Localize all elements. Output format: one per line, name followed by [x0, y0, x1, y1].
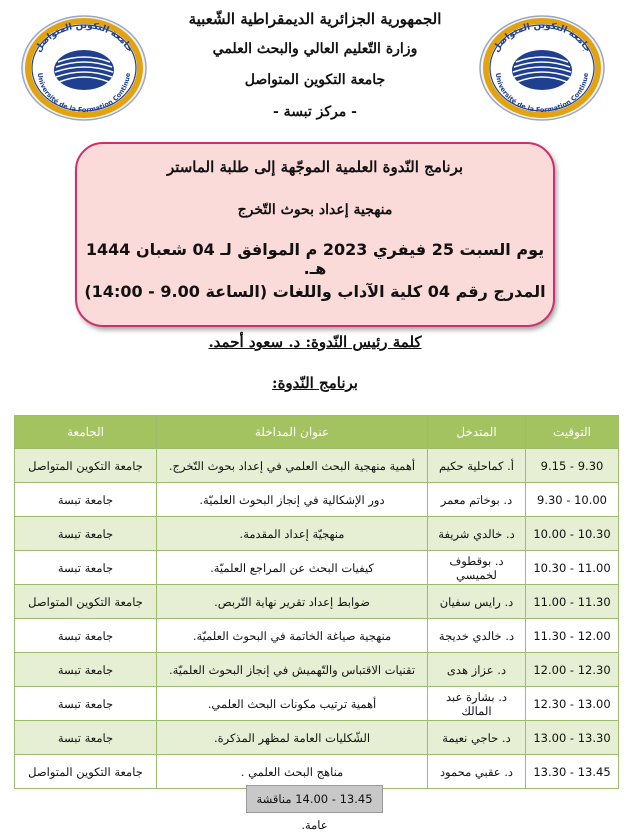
cell-speaker: د. بوقطوف لخميسي: [428, 551, 526, 585]
table-row: [15, 619, 619, 653]
table-row: [15, 585, 619, 619]
cell-university: جامعة التكوين المتواصل: [15, 755, 157, 789]
cell-university: جامعة تبسة: [15, 653, 157, 687]
cell-speaker: د. رايس سفيان: [428, 585, 526, 619]
cell-time: 10.00 - 10.30: [526, 517, 619, 551]
cell-topic: أهمية منهجية البحث العلمي في إعداد بحوث التّخرج.: [157, 449, 428, 483]
table-row: [15, 483, 619, 517]
cell-speaker: أ. كماحلية حكيم: [428, 449, 526, 483]
event-title: برنامج النّدوة العلمية الموجّهة إلى طلبة الماستر: [166, 158, 464, 176]
table-row: [15, 755, 619, 789]
cell-speaker: د. خالدي خديجة: [428, 619, 526, 653]
event-info-box: [75, 142, 555, 327]
cell-university: جامعة تبسة: [15, 687, 157, 721]
cell-topic: كيفيات البحث عن المراجع العلميّة.: [157, 551, 428, 585]
header-speaker: المتدخل: [428, 416, 526, 449]
header-time: التوقيت: [526, 416, 619, 449]
cell-time: 13.00 - 13.30: [526, 721, 619, 755]
university-logo-left: [20, 14, 148, 122]
logo-arabic-arc: جامعة التكوين المتواصل: [33, 20, 135, 55]
cell-time: 11.00 - 11.30: [526, 585, 619, 619]
cell-topic: تقنيات الاقتباس والتّهميش في إنجاز البحوث العلميّة.: [157, 653, 428, 687]
cell-university: جامعة تبسة: [15, 551, 157, 585]
cell-university: جامعة تبسة: [15, 619, 157, 653]
cell-university: جامعة تبسة: [15, 721, 157, 755]
table-row: [15, 721, 619, 755]
discussion-time: 13.45 - 14.00: [295, 792, 373, 806]
cell-university: جامعة تبسة: [15, 483, 157, 517]
table-row: [15, 551, 619, 585]
header-center: - مركز تبسة -: [273, 104, 357, 120]
event-venue: المدرج رقم 04 كلية الآداب واللغات (الساعة 9.00 - 14:00): [84, 282, 546, 301]
cell-topic: ضوابط إعداد تقرير نهاية التّربص.: [157, 585, 428, 619]
header-ministry: وزارة التّعليم العالي والبحث العلمي: [212, 41, 418, 57]
university-logo-right: [478, 14, 606, 122]
cell-speaker: د. عزاز هدى: [428, 653, 526, 687]
cell-time: 9.15 - 9.30: [526, 449, 619, 483]
cell-university: جامعة التكوين المتواصل: [15, 449, 157, 483]
cell-university: جامعة تبسة: [15, 517, 157, 551]
logo-emblem-icon: [478, 14, 606, 122]
cell-time: 11.30 - 12.00: [526, 619, 619, 653]
table-row: [15, 449, 619, 483]
cell-university: جامعة التكوين المتواصل: [15, 585, 157, 619]
discussion-label: مناقشة عامة.: [256, 792, 328, 832]
cell-topic: الشّكليات العامة لمظهر المذكرة.: [157, 721, 428, 755]
cell-time: 9.30 - 10.00: [526, 483, 619, 517]
cell-topic: دور الإشكالية في إنجاز البحوث العلميّة.: [157, 483, 428, 517]
cell-speaker: د. خالدي شريفة: [428, 517, 526, 551]
cell-speaker: د. بشارة عبد المالك: [428, 687, 526, 721]
schedule-table: [14, 415, 619, 789]
event-date: يوم السبت 25 فيفري 2023 م الموافق لـ 04 شعبان 1444 هـ.: [85, 240, 545, 278]
table-row: [15, 653, 619, 687]
table-row: [15, 517, 619, 551]
cell-speaker: د. عقبي محمود: [428, 755, 526, 789]
header-topic: عنوان المداخلة: [157, 416, 428, 449]
header-republic: الجمهورية الجزائرية الديمقراطية الشّعبية: [188, 10, 442, 28]
header-university: الجامعة: [15, 416, 157, 449]
logo-french-arc: Université de la Formation Continue: [493, 72, 591, 115]
cell-time: 10.30 - 11.00: [526, 551, 619, 585]
cell-speaker: د. بوخاتم معمر: [428, 483, 526, 517]
cell-time: 13.30 - 13.45: [526, 755, 619, 789]
cell-topic: منهجية صياغة الخاتمة في البحوث العلميّة.: [157, 619, 428, 653]
logo-arabic-arc: جامعة التكوين المتواصل: [491, 20, 593, 55]
logo-emblem-icon: [20, 14, 148, 122]
cell-topic: مناهج البحث العلمي .: [157, 755, 428, 789]
opening-speech: كلمة رئيس النّدوة: د. سعود أحمد.: [208, 333, 422, 351]
cell-topic: منهجيّة إعداد المقدمة.: [157, 517, 428, 551]
event-subtitle: منهجية إعداد بحوث التّخرج: [237, 202, 393, 218]
header-university: جامعة التكوين المتواصل: [244, 72, 386, 88]
table-header-row: [15, 416, 619, 449]
discussion-cell: [246, 785, 383, 832]
program-title: برنامج النّدوة:: [272, 374, 358, 392]
cell-time: 12.30 - 13.00: [526, 687, 619, 721]
cell-speaker: د. حاجي نعيمة: [428, 721, 526, 755]
table-row: [15, 687, 619, 721]
cell-topic: أهمية ترتيب مكونات البحث العلمي.: [157, 687, 428, 721]
logo-french-arc: Université de la Formation Continue: [35, 72, 133, 115]
cell-time: 12.00 - 12.30: [526, 653, 619, 687]
